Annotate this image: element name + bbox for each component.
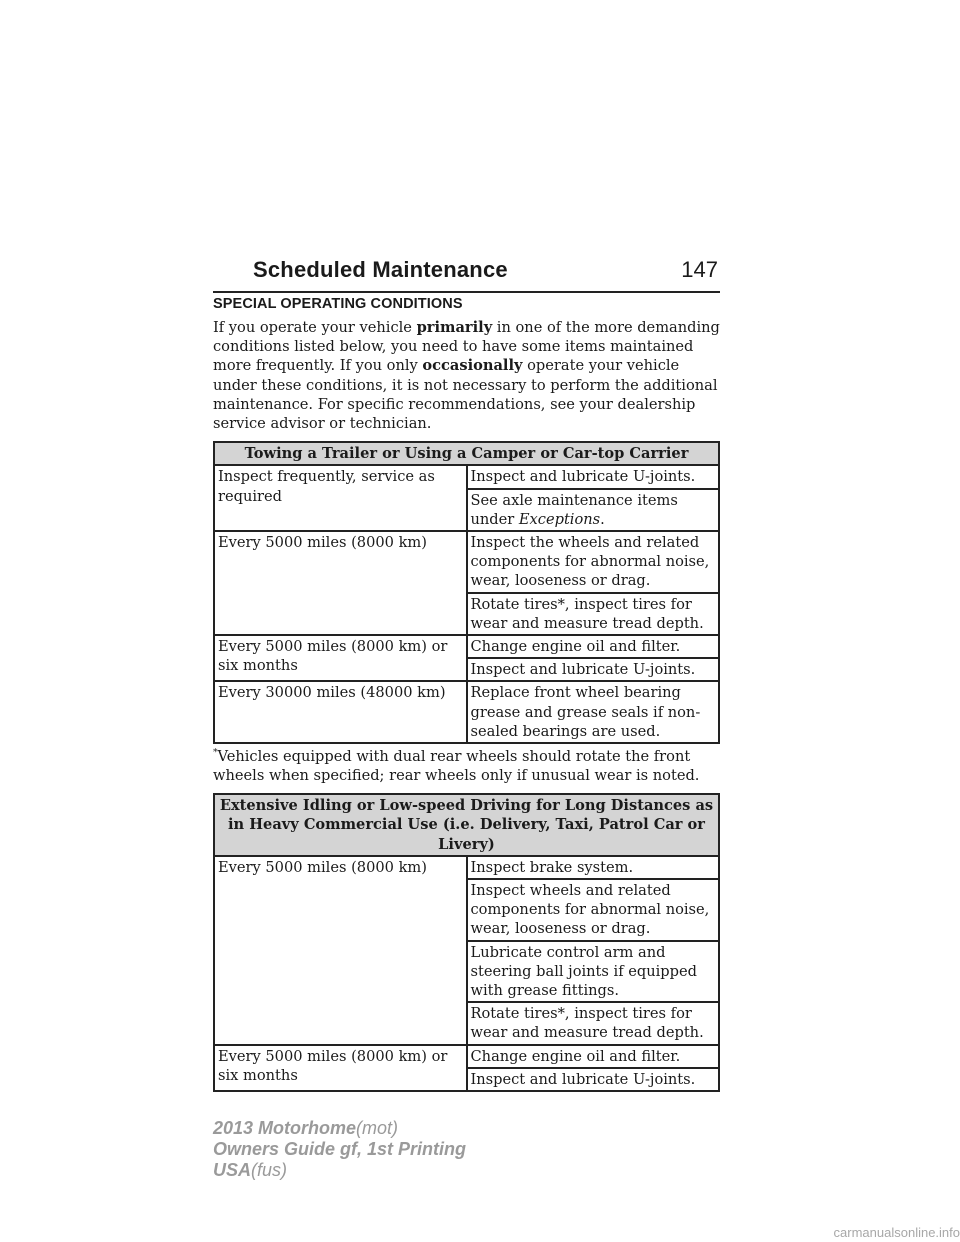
task-cell: Inspect and lubricate U-joints. xyxy=(467,465,720,488)
task-cell: Inspect wheels and related components for abnormal noise, wear, looseness or drag. xyxy=(467,879,720,941)
table-row xyxy=(214,531,719,593)
intro-text-3: operate your vehicle under these conditions, it is not necessary to perform the additional maintenance. For specific recommendations, see your dealership service advisor or technician. xyxy=(213,357,718,433)
task-cell: Lubricate control arm and steering ball joints if equipped with grease fittings. xyxy=(467,941,720,1003)
footer-line-2 xyxy=(213,1139,613,1160)
task-cell xyxy=(467,489,720,531)
footer-guide: Owners Guide gf, 1st Printing xyxy=(213,1139,467,1159)
footer-market: USA xyxy=(213,1160,252,1180)
intro-text-2: in one of the more demanding conditions listed below, you need to have some items maintained more frequently. If you only xyxy=(213,319,720,375)
task-text: See axle maintenance items under xyxy=(470,491,678,528)
exceptions-reference: Exceptions xyxy=(518,510,601,528)
site-watermark: carmanualsonline.info xyxy=(833,1225,960,1240)
idling-table xyxy=(213,793,720,1092)
task-cell: Inspect and lubricate U-joints. xyxy=(467,1068,720,1091)
intro-paragraph xyxy=(213,318,720,433)
interval-cell: Every 30000 miles (48000 km) xyxy=(214,681,467,743)
task-cell: Change engine oil and filter. xyxy=(467,635,720,658)
table-row xyxy=(214,635,719,658)
task-cell: Rotate tires*, inspect tires for wear and measure tread depth. xyxy=(467,1002,720,1044)
interval-cell: Every 5000 miles (8000 km) xyxy=(214,531,467,635)
page-content xyxy=(213,296,720,1092)
interval-cell: Every 5000 miles (8000 km) or six months xyxy=(214,1045,467,1091)
table-row xyxy=(214,1045,719,1068)
section-heading: SPECIAL OPERATING CONDITIONS xyxy=(213,296,463,312)
table-row xyxy=(214,681,719,743)
task-cell: Inspect brake system. xyxy=(467,856,720,879)
section-title: Scheduled Maintenance xyxy=(253,257,508,282)
print-footer xyxy=(213,1118,613,1181)
interval-cell: Every 5000 miles (8000 km) xyxy=(214,856,467,1045)
table-header-row xyxy=(214,442,719,465)
interval-cell: Inspect frequently, service as required xyxy=(214,465,467,531)
footer-line-3 xyxy=(213,1160,613,1181)
intro-text-1: If you operate your vehicle xyxy=(213,319,417,336)
task-cell: Rotate tires*, inspect tires for wear and measure tread depth. xyxy=(467,593,720,635)
footer-model: 2013 Motorhome xyxy=(213,1118,357,1138)
towing-table-title: Towing a Trailer or Using a Camper or Car-top Carrier xyxy=(214,442,719,465)
intro-bold-occasionally: occasionally xyxy=(422,357,523,375)
task-cell: Inspect and lubricate U-joints. xyxy=(467,658,720,681)
footer-market-code: (fus) xyxy=(251,1160,288,1180)
page-header xyxy=(213,257,720,293)
table-row xyxy=(214,856,719,879)
footer-line-1 xyxy=(213,1118,613,1139)
intro-bold-primarily: primarily xyxy=(416,319,493,336)
footnote-text: Vehicles equipped with dual rear wheels should rotate the front wheels when specified; rear wheels only if unusual wear is noted. xyxy=(213,748,700,784)
footnote-mark: * xyxy=(213,748,218,759)
idling-table-title: Extensive Idling or Low-speed Driving for Long Distances as in Heavy Commercial Use (i.e. Delivery, Taxi, Patrol Car or Livery) xyxy=(214,794,719,856)
table-header-row xyxy=(214,794,719,856)
footer-model-code: (mot) xyxy=(356,1118,399,1138)
task-text-end: . xyxy=(600,510,605,528)
task-cell: Replace front wheel bearing grease and grease seals if non-sealed bearings are used. xyxy=(467,681,720,743)
table-row xyxy=(214,465,719,488)
interval-cell: Every 5000 miles (8000 km) or six months xyxy=(214,635,467,681)
task-cell: Inspect the wheels and related components for abnormal noise, wear, looseness or drag. xyxy=(467,531,720,593)
page-number: 147 xyxy=(681,257,718,282)
towing-table xyxy=(213,441,720,744)
task-cell: Change engine oil and filter. xyxy=(467,1045,720,1068)
footnote xyxy=(213,748,720,785)
